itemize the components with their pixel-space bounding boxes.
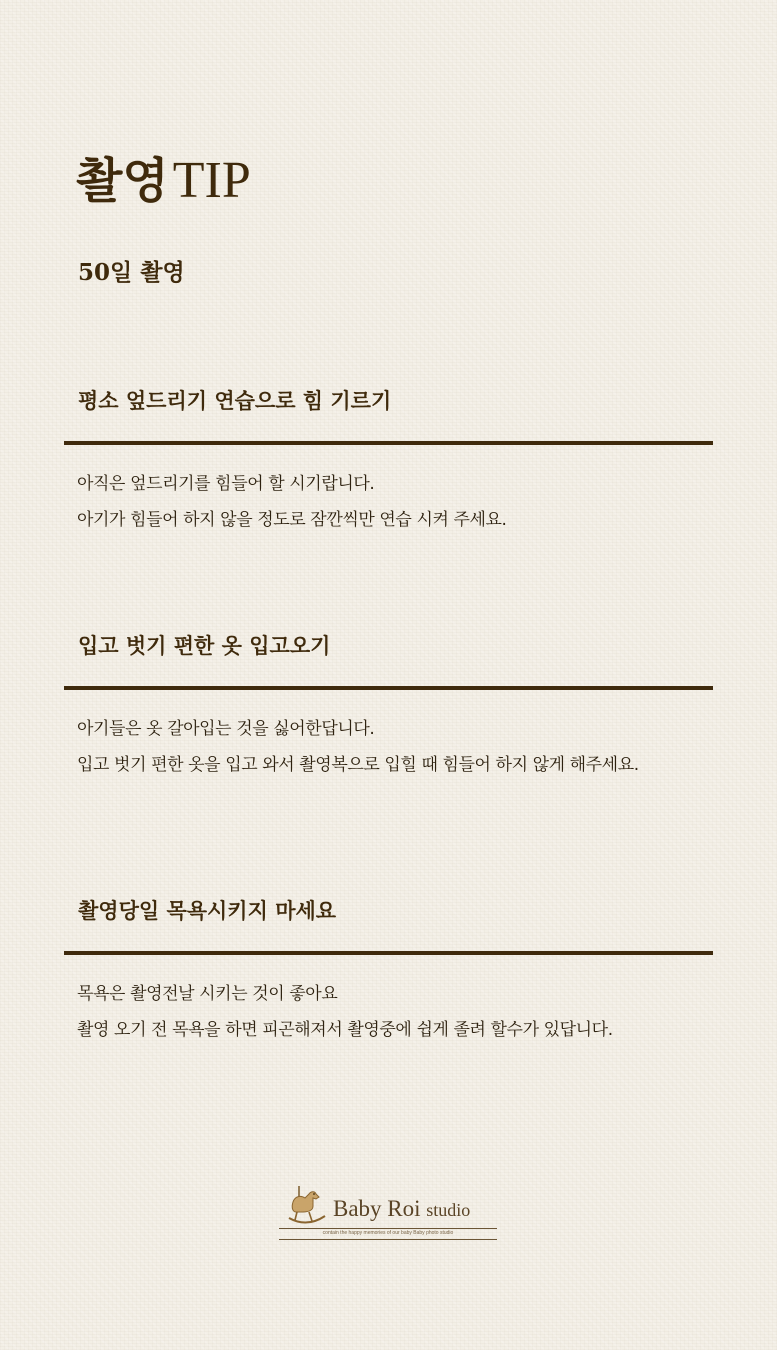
logo-wordmark — [333, 1195, 470, 1224]
section-body — [64, 976, 713, 1048]
logo-divider-top — [279, 1228, 497, 1229]
page-title-english: TIP — [172, 152, 251, 209]
section-text-line: 입고 벗기 편한 옷을 입고 와서 촬영복으로 입힐 때 힘들어 하지 않게 해주세요. — [77, 755, 639, 775]
logo-divider-bottom — [279, 1239, 497, 1240]
logo-name-main: Baby Roi — [333, 1196, 421, 1221]
section-title: 입고 벗기 편한 옷 입고오기 — [78, 633, 331, 658]
tip-section-tummy-time — [64, 382, 713, 538]
logo-name-small: studio — [426, 1200, 471, 1220]
section-text-line: 촬영 오기 전 목욕을 하면 피곤해져서 촬영중에 쉽게 졸려 할수가 있답니다. — [77, 1020, 613, 1040]
section-title: 평소 엎드리기 연습으로 힘 기르기 — [78, 388, 392, 413]
studio-logo — [279, 1180, 499, 1242]
page-subtitle: 50일 촬영 — [78, 259, 185, 286]
section-title: 촬영당일 목욕시키지 마세요 — [78, 898, 337, 923]
section-divider — [64, 686, 713, 690]
page-title-korean: 촬영 — [76, 153, 169, 209]
section-divider — [64, 441, 713, 445]
section-body — [64, 711, 713, 783]
section-text-line: 아기들은 옷 갈아입는 것을 싫어한답니다. — [77, 719, 375, 739]
rocking-horse-icon — [285, 1184, 329, 1226]
page-title — [76, 148, 251, 214]
logo-tagline: contain the happy memories of our baby Baby photo studio — [322, 1230, 454, 1236]
section-divider — [64, 951, 713, 955]
section-text-line: 아직은 엎드리기를 힘들어 할 시기랍니다. — [77, 474, 375, 494]
section-text-line: 목욕은 촬영전날 시키는 것이 좋아요 — [77, 984, 338, 1004]
tip-section-no-bath — [64, 892, 713, 1048]
section-body — [64, 466, 713, 538]
section-text-line: 아기가 힘들어 하지 않을 정도로 잠깐씩만 연습 시켜 주세요. — [77, 510, 507, 530]
tip-section-comfortable-clothes — [64, 627, 713, 783]
